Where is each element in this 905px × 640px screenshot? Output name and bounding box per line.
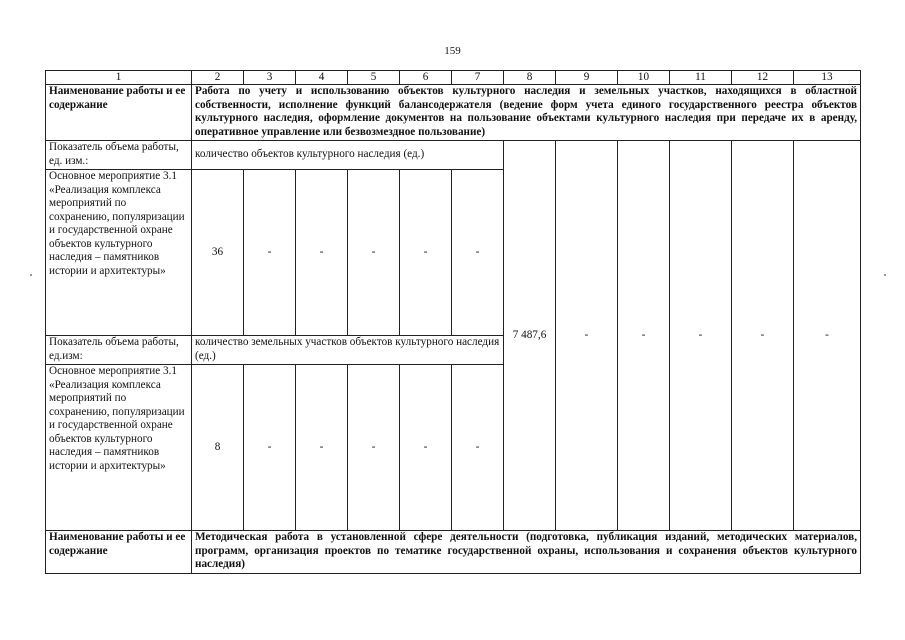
column-header: 8 — [504, 71, 556, 85]
indicator-1-value: количество объектов культурного наследия (ед.) — [192, 141, 504, 170]
section-1-row — [46, 85, 861, 141]
measure-2-value: - — [244, 365, 296, 531]
column-header: 7 — [452, 71, 504, 85]
finance-total: 7 487,6 — [504, 141, 556, 531]
activity-table — [45, 70, 861, 574]
measure-1-value: - — [348, 170, 400, 336]
column-header: 13 — [794, 71, 861, 85]
measure-2-value: 8 — [192, 365, 244, 531]
column-number-row — [46, 71, 861, 85]
finance-cell: - — [732, 141, 794, 531]
measure-1-value: - — [452, 170, 504, 336]
measure-2-label: Основное мероприятие 3.1 «Реализация комплекса мероприятий по сохранению, популяризации и государственной охране объектов культурного наследия – памятников истории и архитектуры» — [46, 365, 192, 531]
indicator-2-value: количество земельных участков объектов культурного наследия (ед.) — [192, 336, 504, 365]
column-header: 1 — [46, 71, 192, 85]
finance-cell: - — [618, 141, 670, 531]
section-1-name-value: Работа по учету и использованию объектов культурного наследия и земельных участков, находящихся в областной собственности, исполнение функций балансодержателя (ведение форм учета единого государственного реестра объектов культурного наследия, оформление документов на пользование объектами культурного наследия при передаче их в аренду, оперативное управление или безвозмездное пользование) — [192, 85, 861, 141]
column-header: 3 — [244, 71, 296, 85]
measure-1-value: - — [296, 170, 348, 336]
measure-1-label: Основное мероприятие 3.1 «Реализация комплекса мероприятий по сохранению, популяризации и государственной охране объектов культурного наследия – памятников истории и архитектуры» — [46, 170, 192, 336]
indicator-1-row — [46, 141, 861, 170]
measure-1-value: - — [400, 170, 452, 336]
finance-cell: - — [670, 141, 732, 531]
measure-2-value: - — [452, 365, 504, 531]
section-2-row — [46, 531, 861, 574]
section-1-name-label: Наименование работы и ее содержание — [46, 85, 192, 141]
finance-cell: - — [794, 141, 861, 531]
indicator-2-label: Показатель объема работы, ед.изм: — [46, 336, 192, 365]
column-header: 12 — [732, 71, 794, 85]
section-2-name-label: Наименование работы и ее содержание — [46, 531, 192, 574]
column-header: 2 — [192, 71, 244, 85]
scan-speck — [884, 274, 886, 276]
section-2-name-value: Методическая работа в установленной сфере деятельности (подготовка, публикация изданий, методических материалов, программ, организация проектов по тематике государственной охраны, использования и сохранения объектов культурного наследия) — [192, 531, 861, 574]
column-header: 6 — [400, 71, 452, 85]
column-header: 10 — [618, 71, 670, 85]
measure-2-value: - — [348, 365, 400, 531]
scan-speck — [30, 274, 32, 276]
indicator-1-label: Показатель объема работы, ед. изм.: — [46, 141, 192, 170]
column-header: 5 — [348, 71, 400, 85]
column-header: 9 — [556, 71, 618, 85]
finance-cell: - — [556, 141, 618, 531]
measure-1-value: - — [244, 170, 296, 336]
measure-2-value: - — [296, 365, 348, 531]
column-header: 11 — [670, 71, 732, 85]
column-header: 4 — [296, 71, 348, 85]
measure-1-value: 36 — [192, 170, 244, 336]
page-number: 159 — [444, 45, 461, 57]
measure-2-value: - — [400, 365, 452, 531]
